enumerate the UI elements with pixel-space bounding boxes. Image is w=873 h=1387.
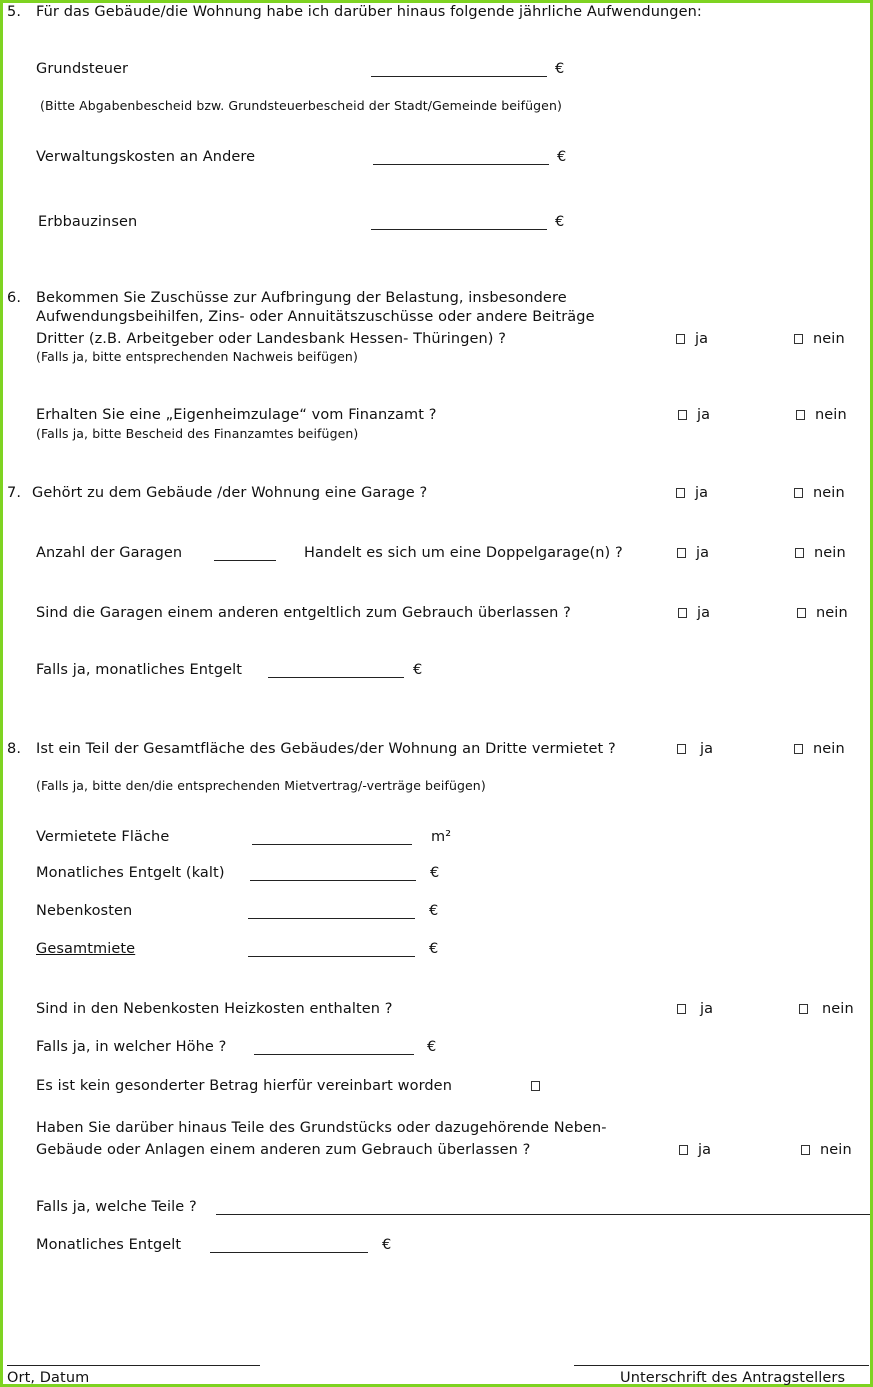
ort-datum-label: Ort, Datum bbox=[7, 1370, 90, 1386]
teile-question-line2: Gebäude oder Anlagen einem anderen zum Gebrauch überlassen ? bbox=[36, 1142, 531, 1158]
heizkosten-nein-checkbox[interactable] bbox=[799, 1004, 808, 1014]
teile-nein-label: nein bbox=[820, 1142, 852, 1158]
vermietet-ja-label: ja bbox=[700, 741, 714, 757]
erbbauzinsen-label: Erbbauzinsen bbox=[38, 214, 138, 230]
grundsteuer-label: Grundsteuer bbox=[36, 61, 129, 77]
welche-teile-label: Falls ja, welche Teile ? bbox=[36, 1199, 197, 1215]
nebenkosten-field[interactable] bbox=[248, 918, 415, 919]
eigenheimzulage-question: Erhalten Sie eine „Eigenheimzulage“ vom Finanzamt ? bbox=[36, 407, 437, 423]
zuschuesse-note: (Falls ja, bitte entsprechenden Nachweis beifügen) bbox=[36, 349, 358, 364]
garage-ueberlassen-question: Sind die Garagen einem anderen entgeltlich zum Gebrauch überlassen ? bbox=[36, 605, 571, 621]
teile-nein-checkbox[interactable] bbox=[801, 1145, 810, 1155]
section-8-number: 8. bbox=[7, 741, 22, 757]
doppelgarage-nein-checkbox[interactable] bbox=[795, 548, 804, 558]
garage-nein-checkbox[interactable] bbox=[794, 488, 803, 498]
section-6-number: 6. bbox=[7, 290, 22, 306]
eigenheimzulage-ja-label: ja bbox=[697, 407, 711, 423]
garage-ueberlassen-nein-checkbox[interactable] bbox=[797, 608, 806, 618]
grundsteuer-currency: € bbox=[555, 61, 565, 77]
vermietete-flaeche-unit: m² bbox=[431, 829, 452, 845]
welche-teile-field[interactable] bbox=[216, 1214, 870, 1215]
gesamtmiete-currency: € bbox=[429, 941, 439, 957]
entgelt-kalt-currency: € bbox=[430, 865, 440, 881]
entgelt-kalt-field[interactable] bbox=[250, 880, 416, 881]
garage-ja-checkbox[interactable] bbox=[676, 488, 685, 498]
grundsteuer-field[interactable] bbox=[371, 76, 547, 77]
anzahl-garagen-label: Anzahl der Garagen bbox=[36, 545, 183, 561]
unterschrift-line[interactable] bbox=[574, 1365, 869, 1366]
kein-betrag-label: Es ist kein gesonderter Betrag hierfür vereinbart worden bbox=[36, 1078, 452, 1094]
erbbauzinsen-currency: € bbox=[555, 214, 565, 230]
verwaltungskosten-label: Verwaltungskosten an Andere bbox=[36, 149, 256, 165]
garage-question: Gehört zu dem Gebäude /der Wohnung eine Garage ? bbox=[32, 485, 428, 501]
heizkosten-hoehe-label: Falls ja, in welcher Höhe ? bbox=[36, 1039, 227, 1055]
verwaltungskosten-field[interactable] bbox=[373, 164, 549, 165]
entgelt-kalt-label: Monatliches Entgelt (kalt) bbox=[36, 865, 225, 881]
garage-nein-label: nein bbox=[813, 485, 845, 501]
vermietet-question: Ist ein Teil der Gesamtfläche des Gebäudes/der Wohnung an Dritte vermietet ? bbox=[36, 741, 616, 757]
vermietet-nein-label: nein bbox=[813, 741, 845, 757]
doppelgarage-nein-label: nein bbox=[814, 545, 846, 561]
heizkosten-ja-label: ja bbox=[700, 1001, 714, 1017]
vermietete-flaeche-field[interactable] bbox=[252, 844, 412, 845]
heizkosten-nein-label: nein bbox=[822, 1001, 854, 1017]
heizkosten-ja-checkbox[interactable] bbox=[677, 1004, 686, 1014]
vermietete-flaeche-label: Vermietete Fläche bbox=[36, 829, 170, 845]
heizkosten-question: Sind in den Nebenkosten Heizkosten enthalten ? bbox=[36, 1001, 393, 1017]
doppelgarage-ja-label: ja bbox=[696, 545, 710, 561]
unterschrift-label: Unterschrift des Antragstellers bbox=[620, 1370, 846, 1386]
doppelgarage-ja-checkbox[interactable] bbox=[677, 548, 686, 558]
vermietet-ja-checkbox[interactable] bbox=[677, 744, 686, 754]
teile-entgelt-label: Monatliches Entgelt bbox=[36, 1237, 182, 1253]
grundsteuer-note: (Bitte Abgabenbescheid bzw. Grundsteuerbescheid der Stadt/Gemeinde beifügen) bbox=[40, 98, 562, 113]
zuschuesse-question-line2: Aufwendungsbeihilfen, Zins- oder Annuitätszuschüsse oder andere Beiträge bbox=[36, 309, 595, 325]
anzahl-garagen-field[interactable] bbox=[214, 560, 276, 561]
garage-ueberlassen-ja-label: ja bbox=[697, 605, 711, 621]
section-7-number: 7. bbox=[7, 485, 22, 501]
zuschuesse-nein-label: nein bbox=[813, 331, 845, 347]
zuschuesse-question-line1: Bekommen Sie Zuschüsse zur Aufbringung der Belastung, insbesondere bbox=[36, 290, 567, 306]
gesamtmiete-label: Gesamtmiete bbox=[36, 941, 136, 957]
heizkosten-hoehe-field[interactable] bbox=[254, 1054, 414, 1055]
kein-betrag-checkbox[interactable] bbox=[531, 1081, 540, 1091]
section-5-number: 5. bbox=[7, 4, 22, 20]
teile-ja-checkbox[interactable] bbox=[679, 1145, 688, 1155]
vermietet-note: (Falls ja, bitte den/die entsprechenden Mietvertrag/-verträge beifügen) bbox=[36, 778, 486, 793]
heizkosten-hoehe-currency: € bbox=[427, 1039, 437, 1055]
teile-ja-label: ja bbox=[698, 1142, 712, 1158]
doppelgarage-question: Handelt es sich um eine Doppelgarage(n) ? bbox=[304, 545, 623, 561]
eigenheimzulage-note: (Falls ja, bitte Bescheid des Finanzamtes beifügen) bbox=[36, 426, 359, 441]
eigenheimzulage-nein-label: nein bbox=[815, 407, 847, 423]
teile-entgelt-currency: € bbox=[382, 1237, 392, 1253]
teile-question-line1: Haben Sie darüber hinaus Teile des Grundstücks oder dazugehörende Neben- bbox=[36, 1120, 607, 1136]
zuschuesse-ja-checkbox[interactable] bbox=[676, 334, 685, 344]
gesamtmiete-field[interactable] bbox=[248, 956, 415, 957]
eigenheimzulage-ja-checkbox[interactable] bbox=[678, 410, 687, 420]
vermietet-nein-checkbox[interactable] bbox=[794, 744, 803, 754]
garage-ja-label: ja bbox=[695, 485, 709, 501]
nebenkosten-currency: € bbox=[429, 903, 439, 919]
section-5-heading: Für das Gebäude/die Wohnung habe ich darüber hinaus folgende jährliche Aufwendungen: bbox=[36, 4, 702, 20]
verwaltungskosten-currency: € bbox=[557, 149, 567, 165]
teile-entgelt-field[interactable] bbox=[210, 1252, 368, 1253]
ort-datum-line[interactable] bbox=[7, 1365, 260, 1366]
eigenheimzulage-nein-checkbox[interactable] bbox=[796, 410, 805, 420]
garage-entgelt-field[interactable] bbox=[268, 677, 404, 678]
zuschuesse-nein-checkbox[interactable] bbox=[794, 334, 803, 344]
garage-ueberlassen-nein-label: nein bbox=[816, 605, 848, 621]
garage-ueberlassen-ja-checkbox[interactable] bbox=[678, 608, 687, 618]
zuschuesse-ja-label: ja bbox=[695, 331, 709, 347]
erbbauzinsen-field[interactable] bbox=[371, 229, 547, 230]
garage-entgelt-label: Falls ja, monatliches Entgelt bbox=[36, 662, 243, 678]
nebenkosten-label: Nebenkosten bbox=[36, 903, 133, 919]
garage-entgelt-currency: € bbox=[413, 662, 423, 678]
zuschuesse-question-line3: Dritter (z.B. Arbeitgeber oder Landesbank Hessen- Thüringen) ? bbox=[36, 331, 507, 347]
